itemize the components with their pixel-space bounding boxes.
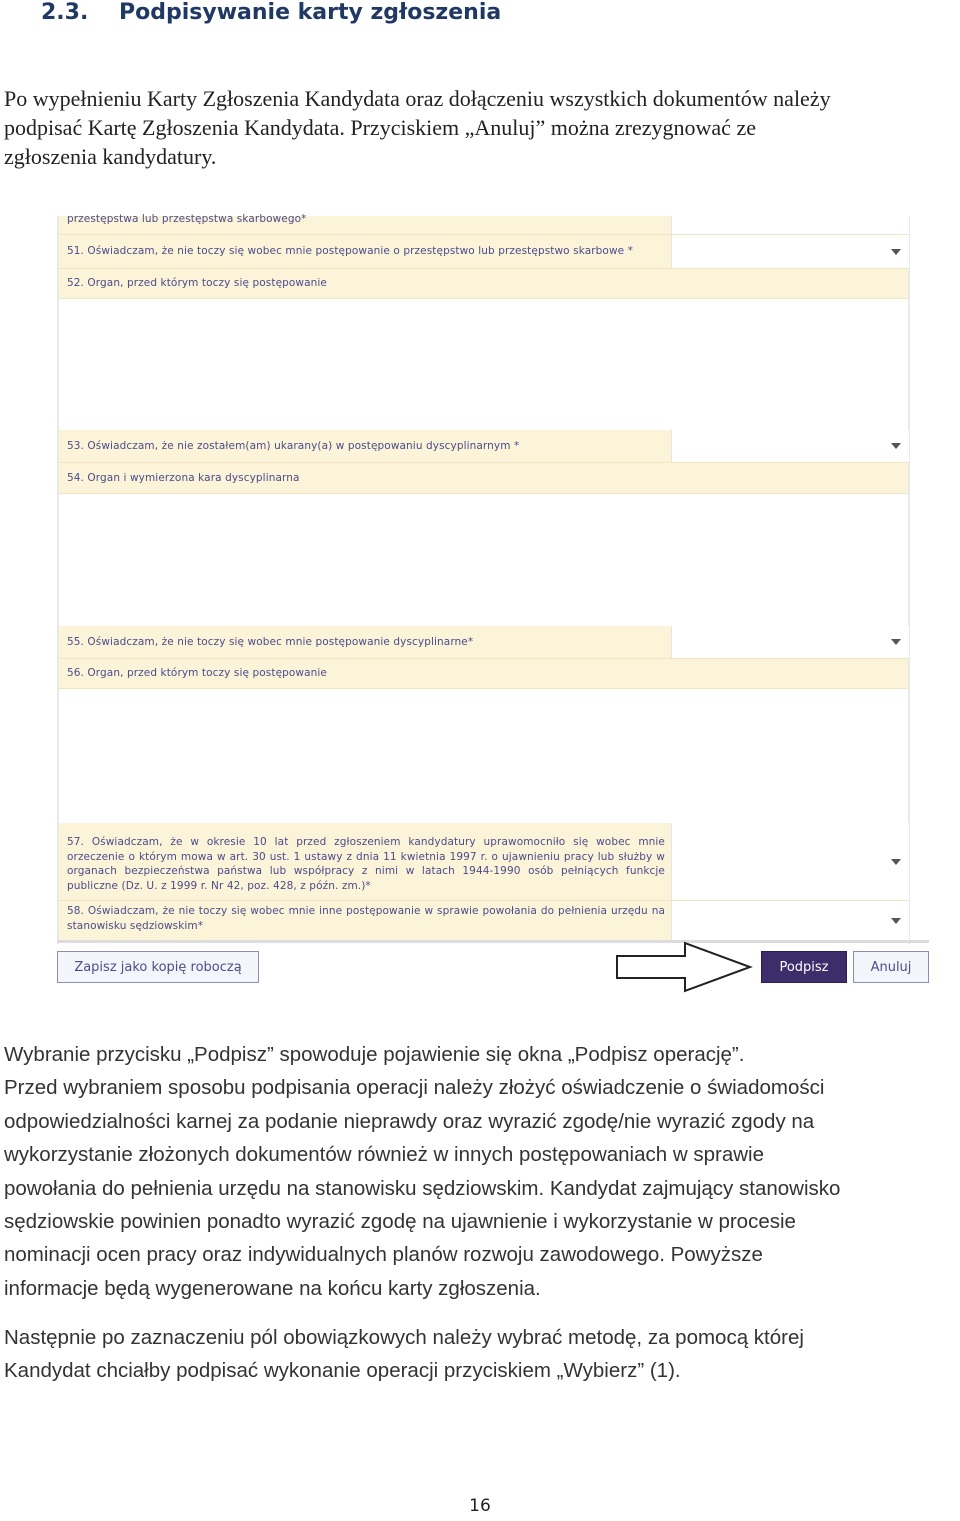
question-label: 52. Organ, przed którym toczy się postępowanie bbox=[67, 277, 327, 290]
intro-line: zgłoszenia kandydatury. bbox=[4, 144, 217, 169]
form-row-q55 bbox=[59, 626, 908, 659]
chevron-down-icon bbox=[891, 918, 901, 924]
form-row-q58 bbox=[59, 901, 908, 941]
paragraph-line: nominacji ocen pracy oraz indywidualnych planów rozwoju zawodowego. Powyższe bbox=[4, 1243, 763, 1267]
chevron-down-icon bbox=[891, 249, 901, 255]
answer-field[interactable] bbox=[671, 269, 908, 298]
intro-line: Po wypełnieniu Karty Zgłoszenia Kandydata oraz dołączeniu wszystkich dokumentów należy bbox=[4, 86, 831, 111]
question-label: 51. Oświadczam, że nie toczy się wobec mnie postępowanie o przestępstwo lub przestępstwo skarbowe * bbox=[67, 245, 633, 258]
answer-field[interactable] bbox=[671, 659, 908, 688]
form-row-q51 bbox=[59, 235, 908, 269]
paragraph-line: wykorzystanie złożonych dokumentów również w innych postępowaniach w sprawie bbox=[4, 1143, 765, 1167]
answer-textarea[interactable] bbox=[59, 494, 908, 626]
question-label: 54. Organ i wymierzona kara dyscyplinarna bbox=[67, 471, 300, 484]
section-title: Podpisywanie karty zgłoszenia bbox=[119, 0, 502, 25]
cancel-button[interactable]: Anuluj bbox=[853, 951, 929, 983]
form-row-q53 bbox=[59, 430, 908, 463]
paragraph-sign-window bbox=[4, 1038, 960, 1305]
paragraph-line: odpowiedzialności karnej za podanie nieprawdy oraz wyrazić zgodę/nie wyrazić zgody na bbox=[4, 1109, 815, 1133]
form-divider bbox=[57, 940, 929, 943]
paragraph-line: sędziowskie powinien ponadto wyrazić zgodę na ujawnienie i wykorzystanie w procesie bbox=[4, 1210, 796, 1234]
answer-select[interactable] bbox=[671, 216, 909, 234]
answer-textarea[interactable] bbox=[59, 299, 908, 430]
paragraph-line: informacje będą wygenerowane na końcu karty zgłoszenia. bbox=[4, 1276, 541, 1300]
answer-select[interactable] bbox=[671, 430, 909, 462]
chevron-down-icon bbox=[891, 639, 901, 645]
form-row-q54 bbox=[59, 463, 908, 494]
arrow-right-icon bbox=[615, 941, 755, 993]
form-frame bbox=[57, 213, 910, 944]
paragraph-choose-method bbox=[4, 1321, 960, 1388]
answer-select[interactable] bbox=[671, 235, 909, 268]
answer-textarea[interactable] bbox=[59, 689, 908, 823]
form-screenshot bbox=[57, 213, 929, 991]
section-heading bbox=[41, 0, 501, 25]
question-label: przestępstwa lub przestępstwa skarbowego* bbox=[67, 213, 307, 225]
paragraph-line: Następnie po zaznaczeniu pól obowiązkowych należy wybrać metodę, za pomocą której bbox=[4, 1326, 804, 1349]
question-label: 55. Oświadczam, że nie toczy się wobec mnie postępowanie dyscyplinarne* bbox=[67, 635, 474, 648]
question-label: 53. Oświadczam, że nie zostałem(am) ukarany(a) w postępowaniu dyscyplinarnym * bbox=[67, 439, 520, 452]
answer-select[interactable] bbox=[671, 901, 909, 940]
form-row-q56 bbox=[59, 659, 908, 689]
form-row-q57 bbox=[59, 823, 908, 901]
intro-paragraph bbox=[4, 84, 960, 171]
answer-select[interactable] bbox=[671, 823, 909, 900]
answer-field[interactable] bbox=[671, 463, 908, 493]
form-row-q52 bbox=[59, 269, 908, 299]
question-label: 56. Organ, przed którym toczy się postępowanie bbox=[67, 667, 327, 680]
save-draft-button[interactable]: Zapisz jako kopię roboczą bbox=[57, 951, 259, 983]
paragraph-line: powołania do pełnienia urzędu na stanowisku sędziowskim. Kandydat zajmujący stanowisko bbox=[4, 1176, 841, 1200]
chevron-down-icon bbox=[891, 443, 901, 449]
paragraph-line: Kandydat chciałby podpisać wykonanie operacji przyciskiem „Wybierz” (1). bbox=[4, 1359, 681, 1383]
intro-line: podpisać Kartę Zgłoszenia Kandydata. Przyciskiem „Anuluj” można zrezygnować ze bbox=[4, 115, 756, 140]
answer-select[interactable] bbox=[671, 626, 909, 658]
form-row-partial bbox=[59, 213, 908, 235]
sign-button[interactable]: Podpisz bbox=[761, 951, 847, 983]
question-label: 57. Oświadczam, że w okresie 10 lat przed zgłoszeniem kandydatury uprawomocniło się wobec mnie orzeczenie o którym mowa w art. 30 ust. 1 ustawy z dnia 11 kwietnia 1997 r. o ujawnieniu pracy lub służby w organach bezpieczeństwa państwa lub współpracy z nimi w latach 1944-1990 osób pełniących funkcje publiczne (Dz. U. z 1999 r. Nr 42, poz. 428, z późn. zm.)* bbox=[67, 836, 665, 892]
chevron-down-icon bbox=[891, 859, 901, 865]
paragraph-line: Przed wybraniem sposobu podpisania operacji należy złożyć oświadczenie o świadomości bbox=[4, 1076, 825, 1100]
page-number: 16 bbox=[469, 1496, 491, 1516]
question-label: 58. Oświadczam, że nie toczy się wobec mnie inne postępowanie w sprawie powołania do pełnienia urzędu na stanowisku sędziowskim* bbox=[67, 905, 665, 932]
paragraph-line: Wybranie przycisku „Podpisz” spowoduje pojawienie się okna „Podpisz operację”. bbox=[4, 1043, 745, 1066]
section-number: 2.3. bbox=[41, 0, 89, 25]
